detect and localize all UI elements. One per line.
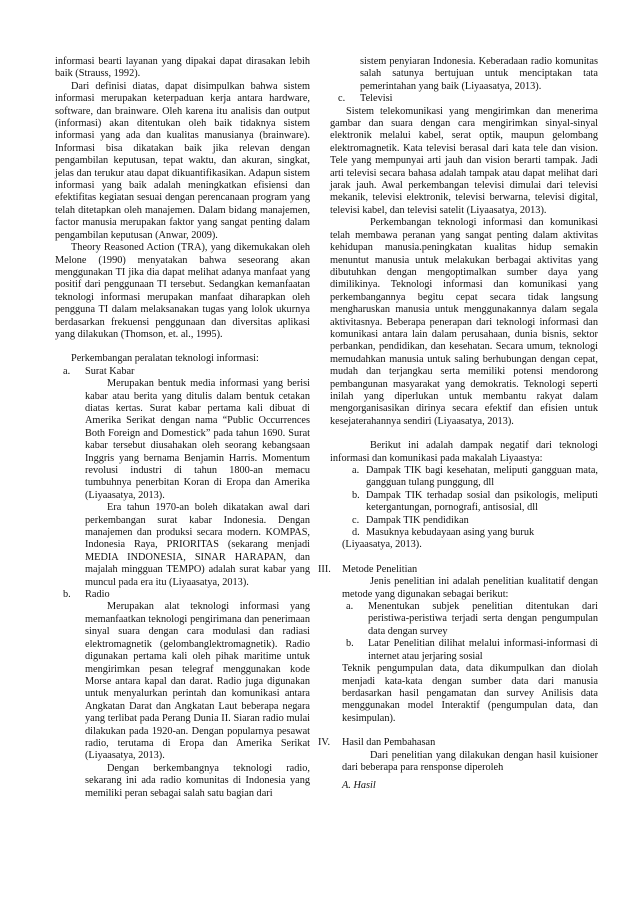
paragraph: Dengan berkembangnya teknologi radio, sekarang ini ada radio komunitas di Indonesia yang memiliki peran sebagai salah satu bagian dari <box>85 762 310 799</box>
list-marker: a. <box>63 365 71 377</box>
list-item-text: Masuknya kebudayaan asing yang buruk <box>366 527 535 539</box>
list-item-title: Televisi <box>360 93 393 105</box>
left-column <box>55 56 310 800</box>
list-item-text: Dampak TIK terhadap sosial dan psikologis, meliputi ketergantungan, pornografi, antisosial, dll <box>366 489 598 514</box>
list-item-text: Latar Penelitian dilihat melalui informasi-informasi di internet atau jerjaring sosial <box>368 638 598 662</box>
list-item-televisi <box>330 93 598 105</box>
list-marker: a. <box>352 465 360 476</box>
list-marker: b. <box>63 589 71 601</box>
right-column <box>318 56 598 793</box>
list-item <box>330 527 598 539</box>
list-marker: b. <box>346 638 354 650</box>
paragraph: Dari penelitian yang dilakukan dengan hasil kuisioner dari beberapa para rensponse diperoleh <box>342 749 598 773</box>
list-item <box>330 490 598 515</box>
paragraph: sistem penyiaran Indonesia. Keberadaan radio komunitas salah satunya bertujuan untuk menciptakan tata pemerintahan yang baik (Liyaasatya, 2013). <box>360 56 598 92</box>
paragraph: Berikut ini adalah dampak negatif dari teknologi informasi dan komunikasi pada makalah Liyaastya: <box>330 440 598 464</box>
list-marker: b. <box>352 489 360 501</box>
list-item-text: Dampak TIK bagi kesehatan, meliputi gangguan mata, gangguan tulang punggung, dll <box>366 465 598 489</box>
list-marker: a. <box>346 601 354 613</box>
section-title: Metode Penelitian <box>342 563 418 575</box>
section-number: IV. <box>318 737 331 749</box>
paragraph: Theory Reasoned Action (TRA), yang dikemukakan oleh Melone (1990) menyatakan bahwa seseorang akan menggunakan TI jika dia dapat melihat adanya manfaat yang positif dari penggunaan TI tersebut. Sedangkan kemanfaatan teknologi informasi merupakan manfaat diharapkan oleh pengguna TI dalam melaksanakan tugas yang lolok ukurnya berdasarkan frekuensi penggunaan dan diversitas aplikasi yang dilakukan (Thomson, et. al., 1995). <box>55 242 310 340</box>
list-item-title: Radio <box>85 589 110 601</box>
paragraph: Merupakan alat teknologi informasi yang memanfaatkan teknologi pengirimana dan penerimaan sinyal suara dengan cara modulasi dan radiasi elektromagnetik (gelombanglektromagnetik). Radio digunakan pertama kali oleh pihak maritime untuk mengirimkan pesan telegraf menggunakan kode Morse antara kapal dan darat. Radio juga digunakan untuk menyalurkan perintah dan komunikasi antara Angkatan Darat dan Angkatan Laut beberapa negara yang terlibat pada Perang Dunia II. Siaran radio mulai dilakukan pada 1920-an. Dengan popularnya pesawat radio, terutama di Eropa dan Amerika Serikat (Liyaasatya, 2013). <box>85 601 310 762</box>
list-marker: c. <box>352 514 360 526</box>
list-item-surat-kabar <box>55 366 310 378</box>
list-intro: Perkembangan peralatan teknologi informasi: <box>71 353 259 365</box>
section-title: Hasil dan Pembahasan <box>342 737 436 749</box>
citation: (Liyaasatya, 2013). <box>342 539 422 551</box>
paragraph: Jenis penelitian ini adalah penelitian kualitatif dengan metode yang digunakan sebagai berikut: <box>342 576 598 600</box>
paragraph: Era tahun 1970-an boleh dikatakan awal dari perkembangan surat kabar Indonesia. Dengan manajemen dan produksi secara modern. KOMPAS, Indonesia Raya, PRIORITAS (sekarang menjadi MEDIA INDONESIA, SINAR HARAPAN, dan majalah mingguan TEMPO) adalah surat kabar yang muncul pada era itu (Liyaasatya, 2013). <box>85 502 310 588</box>
subsection-heading: A. Hasil <box>342 780 376 792</box>
paragraph: Perkembangan teknologi informasi dan komunikasi telah membawa peranan yang sangat penting dalam aktivitas kehidupan manusia.peningkatan kualitas hidup semakin menuntut manusia untuk melakukan berbagai aktivitas yang dibutuhkan dengan mengoptimalkan sumber daya yang dimilikinya. Teknologi informasi dan komunikasi yang perkembangannya begitu cepat secara tidak langsung mengharuskan manusia untuk menggunakannya dalam segala aktivitasnya. Beberapa penerapan dari teknologi informasi dan komunikasi antara lain dalam perusahaan, dunia bisnis, sektor perbankan, pendidikan, dan kesehatan. Secara umum, teknologi memudahkan manusia untuk saling berhubungan dengan cepat, mudah dan terjangkau serta memiliki potensi mendorong pembangunan masyarakat yang demokratis. Teknologi seperti inilah yang diperlukan untuk membantu rakyat dalam mengorganisasikan dirinya secara efektif dan efisien untuk kesejaterahannya sendiri (Liyaasatya, 2013). <box>330 217 598 427</box>
section-heading-hasil <box>318 737 598 749</box>
list-item-text: Menentukan subjek penelitian ditentukan dari peristiwa-peristiwa terjadi serta dengan pengumpulan data dengan survey <box>368 601 598 637</box>
list-item-radio <box>55 589 310 601</box>
paragraph: Sistem telekomunikasi yang mengirimkan dan menerima gambar dan suara dengan cara mengirimkan sinyal-sinyal elektronik melalui kabel, serat optik, maupun gelombang elektromagnetik. Kata televisi berasal dari kata tele dan vision. Tele yang mempunyai arti jauh dan vision berarti tampak. Jadi arti televisi secara bahasa adalah tampak atau dapat melihat dari jarak jauh. Awal perkembangan televisi dimulai dari televisi mekanik, televisi elektronik, televisi berwarna, televisi digital, televisi kabel, dan televisi satelit (Liyaasatya, 2013). <box>330 105 598 216</box>
paragraph: Teknik pengumpulan data, data dikumpulkan dan diolah menjadi kata-kata dengan sumber data dari manusia berdasarkan hasil pengamatan dan survey Anilisis data menggunakan model Interaktif (pengumpulan data, dan kesimpulan). <box>342 663 598 724</box>
paragraph: Merupakan bentuk media informasi yang berisi kabar atau berita yang ditulis dalam bentuk cetakan diatas kertas. Surat kabar pertama kali dibuat di Amerika Serikat dengan nama “Public Occurrences Both Foreign and Domestick” pada tahun 1690. Surat kabar tersebut diusahakan oleh seorang kebangsaan Inggris yang bernama Benjamin Harris. Momentum revolusi industri di tahun 1800-an memacu tumbuhnya penerbitan Koran di Eropa dan Amerika (Liyaasatya, 2013). <box>85 378 310 501</box>
section-number: III. <box>318 563 331 575</box>
list-item <box>330 515 598 527</box>
list-marker: d. <box>352 527 360 539</box>
list-item-text: Dampak TIK pendidikan <box>366 514 469 526</box>
list-item <box>330 601 598 638</box>
list-item-title: Surat Kabar <box>85 365 135 377</box>
paragraph: Dari definisi diatas, dapat disimpulkan bahwa sistem informasi merupakan keterpaduan kerja antara hardware, software, dan brainware. Oleh karena itu analisis dan output (informasi) akan ditentukan oleh baik tidaknya sistem informasi yang ada dan kualitas manusianya (brainware). Informasi bisa dikatakan baik jika relevan dengan pengambilan keputusan, tepat waktu, dan akuran, singkat, jelas dan terukur atau dapat dikuantifikasikan. Adapun sistem informasi yang baik adalah meningkatkan efisiensi dan efektifitas kegiatan sesuai dengan perencanaan program yang telah ditetapkan oleh manajemen. Dalam bidang manajemen, factor manusia merupakan faktor yang sangat penting dalam pengambilan keputusan (Anwar, 2009). <box>55 80 310 241</box>
section-heading-metode <box>318 563 598 576</box>
list-marker: c. <box>338 93 346 105</box>
list-item <box>330 465 598 490</box>
paragraph: informasi bearti layanan yang dipakai dapat dirasakan lebih baik (Strauss, 1992). <box>55 56 310 80</box>
list-item <box>330 638 598 663</box>
